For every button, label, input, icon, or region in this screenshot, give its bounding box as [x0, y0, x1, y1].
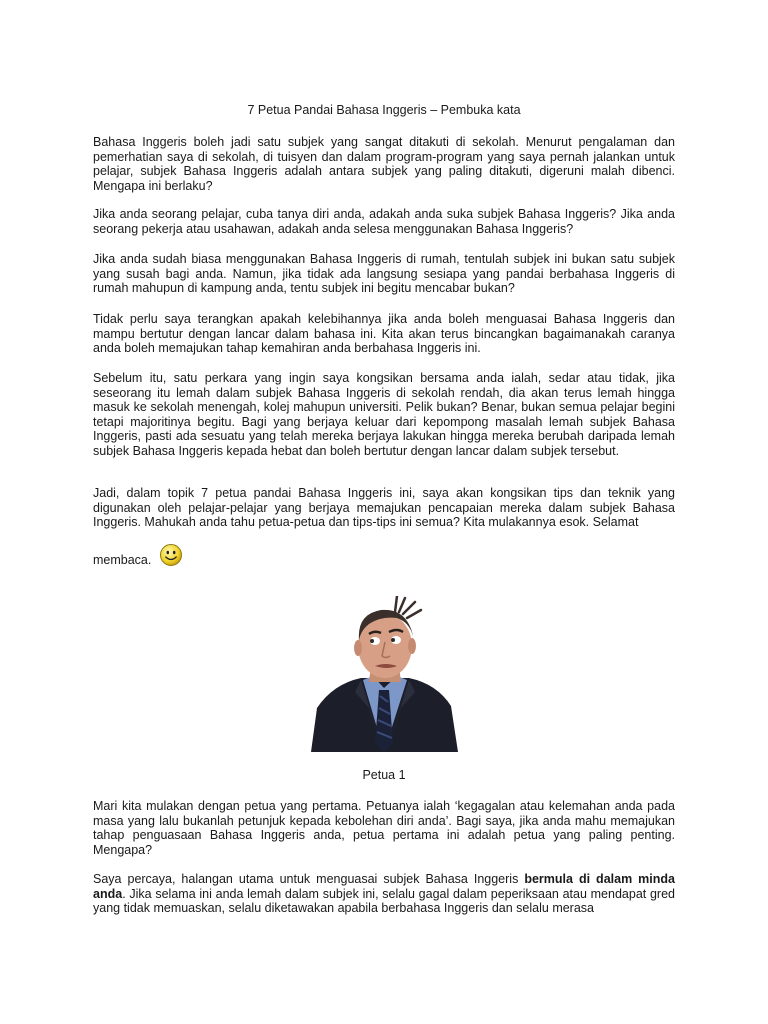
paragraph-8 [93, 872, 675, 916]
paragraph-8-start: Saya percaya, halangan utama untuk menguasai subjek Bahasa Inggeris [93, 872, 525, 886]
paragraph-5: Sebelum itu, satu perkara yang ingin saya kongsikan bersama anda ialah, sedar atau tidak, jika seseorang itu lemah dalam subjek Bahasa Inggeris di sekolah rendah, dia akan terus lemah hingga masuk ke sekolah menengah, kolej mahupun universiti. Pelik bukan? Benar, bukan semua pelajar begini tetapi majoritinya begitu. Bagi yang berjaya keluar dari kepompong masalah lemah subjek Bahasa Inggeris, pasti ada sesuatu yang telah mereka berjaya lakukan hingga mereka berubah daripada lemah subjek Bahasa Inggeris kepada hebat dan boleh bertutur dengan lancar dalam subjek tersebut. [93, 371, 675, 458]
paragraph-3: Jika anda sudah biasa menggunakan Bahasa Inggeris di rumah, tentulah subjek ini bukan satu subjek yang susah bagi anda. Namun, jika tidak ada langsung sesiapa yang pandai berbahasa Inggeris di rumah mahupun di kampung anda, tentu subjek ini begitu mencabar bukan? [93, 252, 675, 296]
paragraph-2: Jika anda seorang pelajar, cuba tanya diri anda, adakah anda suka subjek Bahasa Inggeris? Jika anda seorang pekerja atau usahawan, adakah anda selesa menggunakan Bahasa Inggeris? [93, 207, 675, 236]
paragraph-7: Mari kita mulakan dengan petua yang pertama. Petuanya ialah ‘kegagalan atau kelemahan anda pada masa yang lalu bukanlah petunjuk kepada kebolehan diri anda’. Bagi saya, jika anda mahu memajukan tahap penguasaan Bahasa Inggeris anda, petua pertama ini adalah petua yang paling penting. Mengapa? [93, 799, 675, 857]
document-title: 7 Petua Pandai Bahasa Inggeris – Pembuka kata [247, 103, 521, 117]
paragraph-4: Tidak perlu saya terangkan apakah kelebihannya jika anda boleh menguasai Bahasa Inggeris dan mampu bertutur dengan lancar dalam bahasa ini. Kita akan terus bincangkan bagaimanakah caranya anda boleh memajukan tahap kemahiran anda berbahasa Inggeris ini. [93, 312, 675, 356]
paragraph-6 [93, 486, 675, 567]
closing-text: membaca. [93, 552, 152, 567]
paragraph-1: Bahasa Inggeris boleh jadi satu subjek yang sangat ditakuti di sekolah. Menurut pengalaman dan pemerhatian saya di sekolah, di tuisyen dan dalam program-program yang saya pernah jalankan untuk pelajar, subjek Bahasa Inggeris adalah antara subjek yang paling ditakuti, digeruni malah dibenci. Mengapa ini berlaku? [93, 135, 675, 193]
closing-line [93, 543, 183, 568]
paragraph-8-end: . Jika selama ini anda lemah dalam subjek ini, selalu gagal dalam peperiksaan atau mendapat gred yang tidak memuaskan, selalu diketawakan apabila berbahasa Inggeris dan selalu merasa [93, 886, 675, 916]
photo-caption: Petua 1 [362, 768, 406, 782]
surprised-businessman-photo [311, 596, 458, 752]
paragraph-8-bold: bermula di dalam minda anda [93, 872, 675, 901]
paragraph-6-text: Jadi, dalam topik 7 petua pandai Bahasa Inggeris ini, saya akan kongsikan tips dan teknik yang digunakan oleh pelajar-pelajar yang berjaya memajukan pencapaian mereka dalam subjek Bahasa Inggeris. Mahukah anda tahu petua-petua dan tips-tips ini semua? Kita mulakannya esok. Selamat [93, 486, 675, 530]
smiley-face-icon [159, 543, 183, 567]
